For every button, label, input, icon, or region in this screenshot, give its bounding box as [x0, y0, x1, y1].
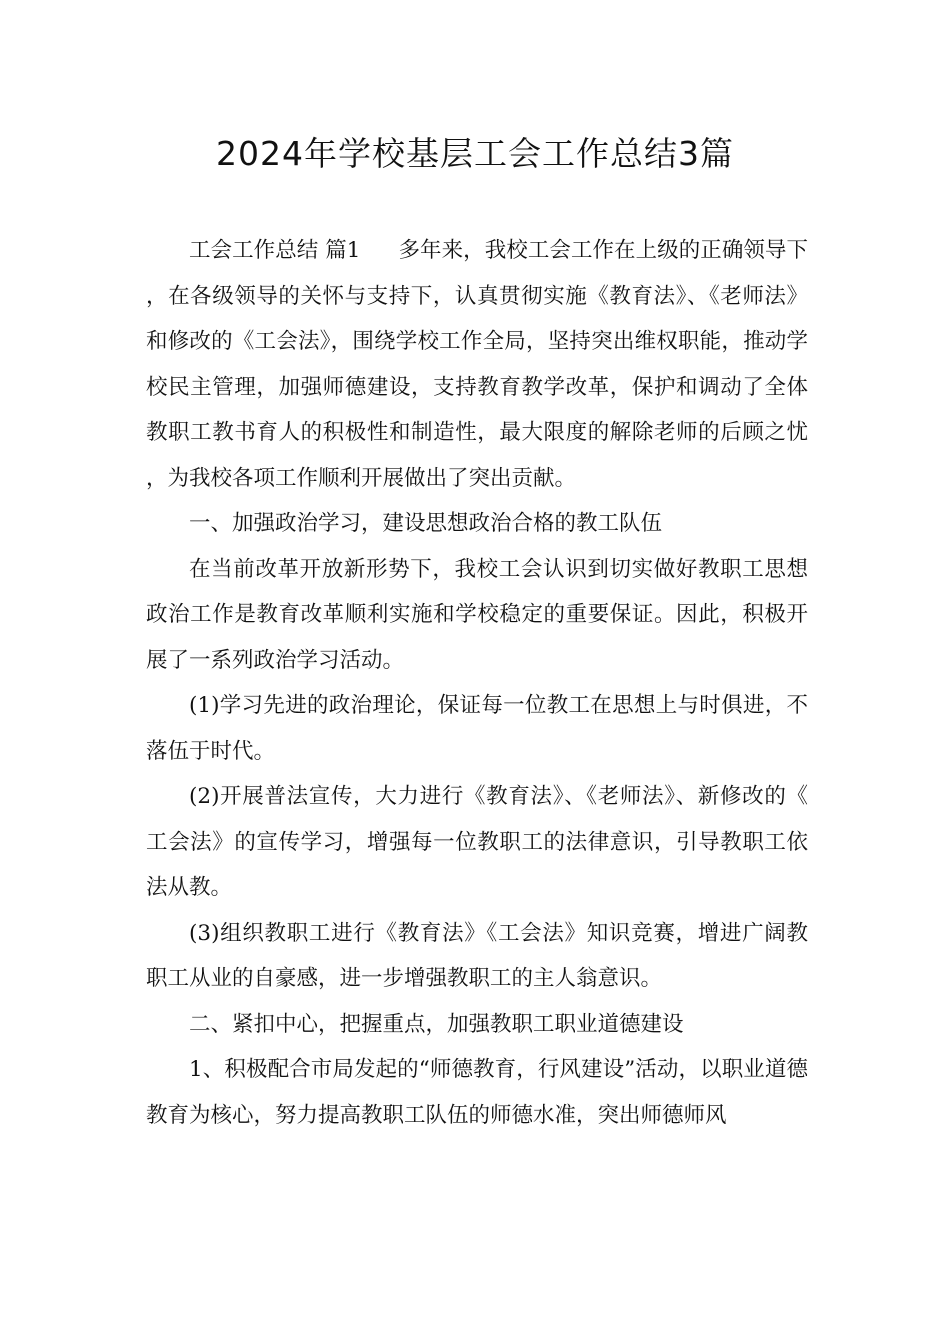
section-label: 工会工作总结 篇1	[189, 238, 361, 263]
heading-section-1: 一、加强政治学习，建设思想政治合格的教工队伍	[189, 511, 663, 536]
heading-section-2: 二、紧扣中心，把握重点，加强教职工职业道德建设	[189, 1011, 684, 1037]
paragraph: 在当前改革开放新形势下，我校工会认识到切实做好教职工思想政治工作是教育改革顺利实施和学校稳定的重要保证。因此，积极开展了一系列政治学习活动。	[146, 556, 808, 673]
list-item-3: (3)组织教职工进行《教育法》《工会法》知识竞赛，增进广阔教职工从业的自豪感，进一步增强教职工的主人翁意识。	[146, 920, 808, 991]
document-title: 2024年学校基层工会工作总结3篇	[216, 134, 734, 173]
list-item-1: (1)学习先进的政治理论，保证每一位教工在思想上与时俱进，不落伍于时代。	[146, 693, 808, 764]
list-item-2: (2)开展普法宣传，大力进行《教育法》、《老师法》、新修改的《工会法》的宣传学习，增强每一位教职工的法律意识，引导教职工依法从教。	[146, 784, 808, 900]
paragraph: 1、积极配合市局发起的“师德教育，行风建设”活动，以职业道德教育为核心，努力提高教职工队伍的师德水准，突出师德师风	[146, 1057, 808, 1128]
document-body	[146, 228, 808, 1138]
paragraph-intro-text: 多年来，我校工会工作在上级的正确领导下，在各级领导的关怀与支持下，认真贯彻实施《教育法》、《老师法》和修改的《工会法》，围绕学校工作全局，坚持突出维权职能，推动学校民主管理，加强师德建设，支持教育教学改革，保护和调动了全体教职工教书育人的积极性和制造性，最大限度的解除老师的后顾之忧，为我校各项工作顺利开展做出了突出贡献。	[146, 238, 808, 491]
paragraph-intro	[146, 228, 808, 501]
